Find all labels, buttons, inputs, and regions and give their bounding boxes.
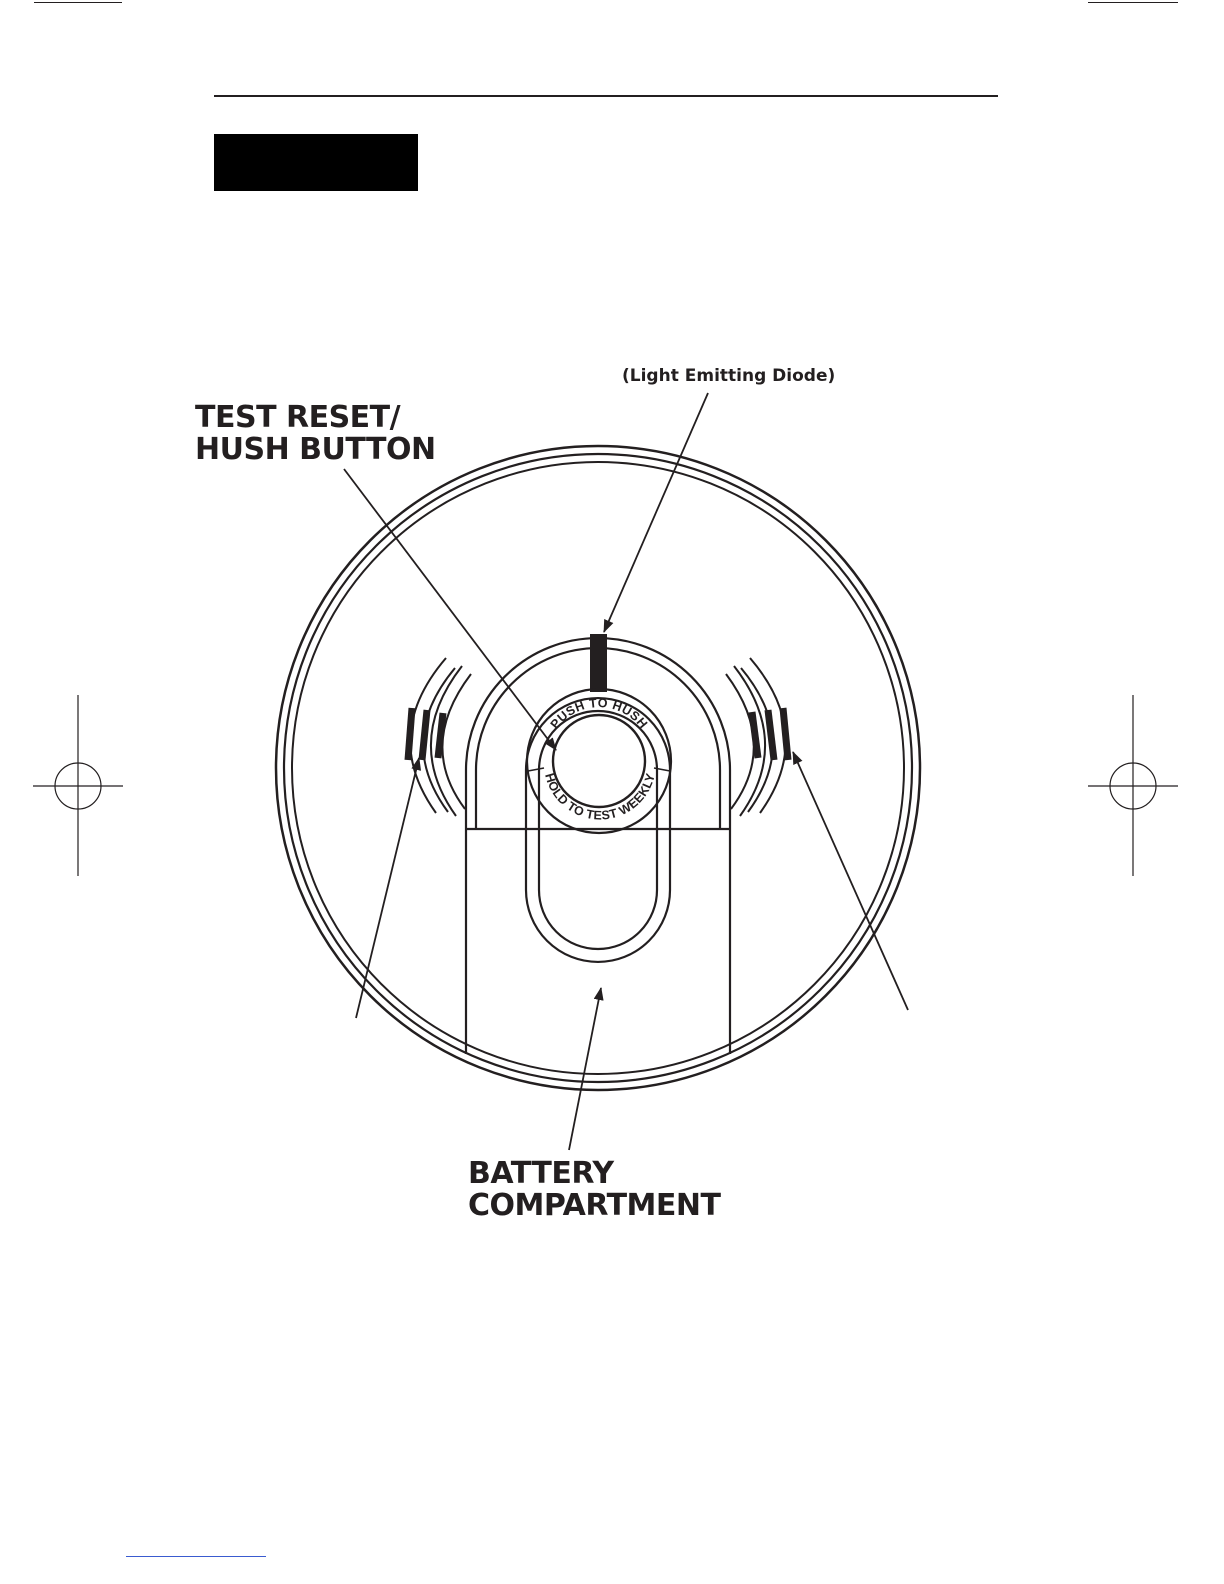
hold-to-test-text: HOLD TO TEST WEEKLY	[542, 771, 658, 823]
led-indicator	[590, 634, 607, 692]
push-to-hush-text: PUSH TO HUSH	[547, 695, 651, 732]
led-label: (Light Emitting Diode)	[622, 366, 836, 386]
test-reset-label-line1: TEST RESET/	[195, 400, 401, 435]
test-reset-label-line2: HUSH BUTTON	[195, 432, 436, 467]
registration-mark-right	[1088, 695, 1178, 876]
left-horn-vents	[408, 658, 471, 816]
battery-label-line2: COMPARTMENT	[468, 1188, 721, 1223]
right-horn-vents	[726, 658, 788, 816]
registration-mark-left	[33, 695, 123, 876]
led-leader-arrow	[604, 393, 708, 632]
left-horn-leader-arrow	[356, 758, 419, 1018]
battery-leader-arrow	[569, 988, 601, 1150]
battery-label-line1: BATTERY	[468, 1156, 614, 1191]
